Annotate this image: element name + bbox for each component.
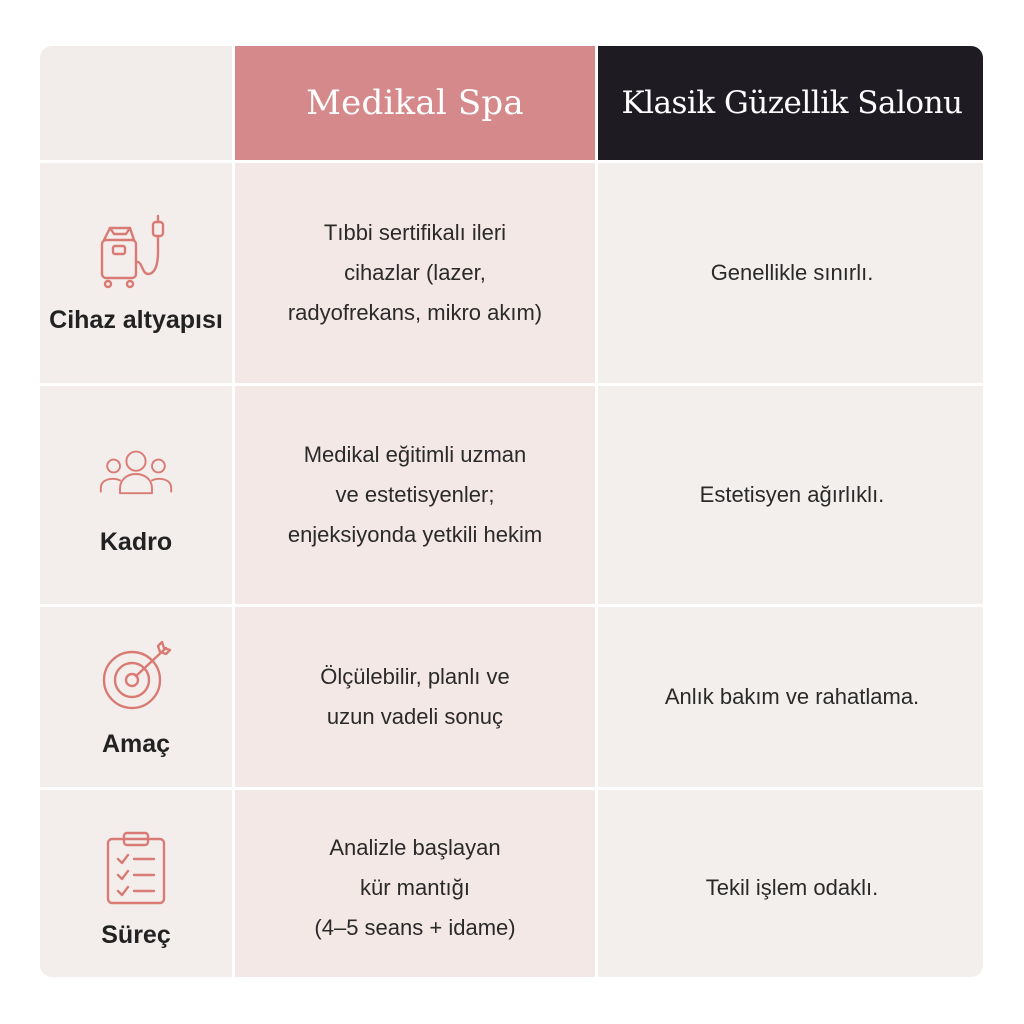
salon-cell-device: Genellikle sınırlı. [598,163,983,383]
comparison-table [40,46,983,977]
salon-cell-goal: Anlık bakım ve rahatlama. [598,607,983,787]
row-label-staff [40,386,232,604]
spa-cell-process [235,790,595,977]
row-label-device [40,163,232,383]
row-label-text: Süreç [101,920,171,949]
spa-line: uzun vadeli sonuç [326,704,504,729]
header-classic-salon: Klasik Güzellik Salonu [598,46,983,160]
spa-line: ve estetisyenler; [335,482,495,507]
spa-line: (4–5 seans + idame) [314,915,516,940]
spa-line: Analizle başlayan [329,835,501,860]
spa-cell-goal [235,607,595,787]
spa-line: radyofrekans, mikro akım) [287,300,543,325]
header-corner [40,46,232,160]
salon-cell-process: Tekil işlem odaklı. [598,790,983,977]
row-label-text: Amaç [101,729,171,758]
row-label-text: Cihaz altyapısı [49,305,223,334]
spa-cell-device [235,163,595,383]
spa-line: enjeksiyonda yetkili hekim [287,522,543,547]
salon-cell-staff: Estetisyen ağırlıklı. [598,386,983,604]
clipboard-icon [96,827,176,907]
spa-cell-staff [235,386,595,604]
header-medical-spa: Medikal Spa [235,46,595,160]
row-label-goal [40,607,232,787]
row-label-process [40,790,232,977]
spa-line: Medikal eğitimli uzman [303,442,527,467]
spa-line: Ölçülebilir, planlı ve [320,664,510,689]
spa-line: cihazlar (lazer, [344,260,486,285]
target-icon [96,636,176,716]
row-label-text: Kadro [99,527,173,556]
device-icon [96,212,176,292]
spa-line: Tıbbi sertifikalı ileri [323,220,507,245]
team-icon [96,434,176,514]
spa-line: kür mantığı [359,875,471,900]
